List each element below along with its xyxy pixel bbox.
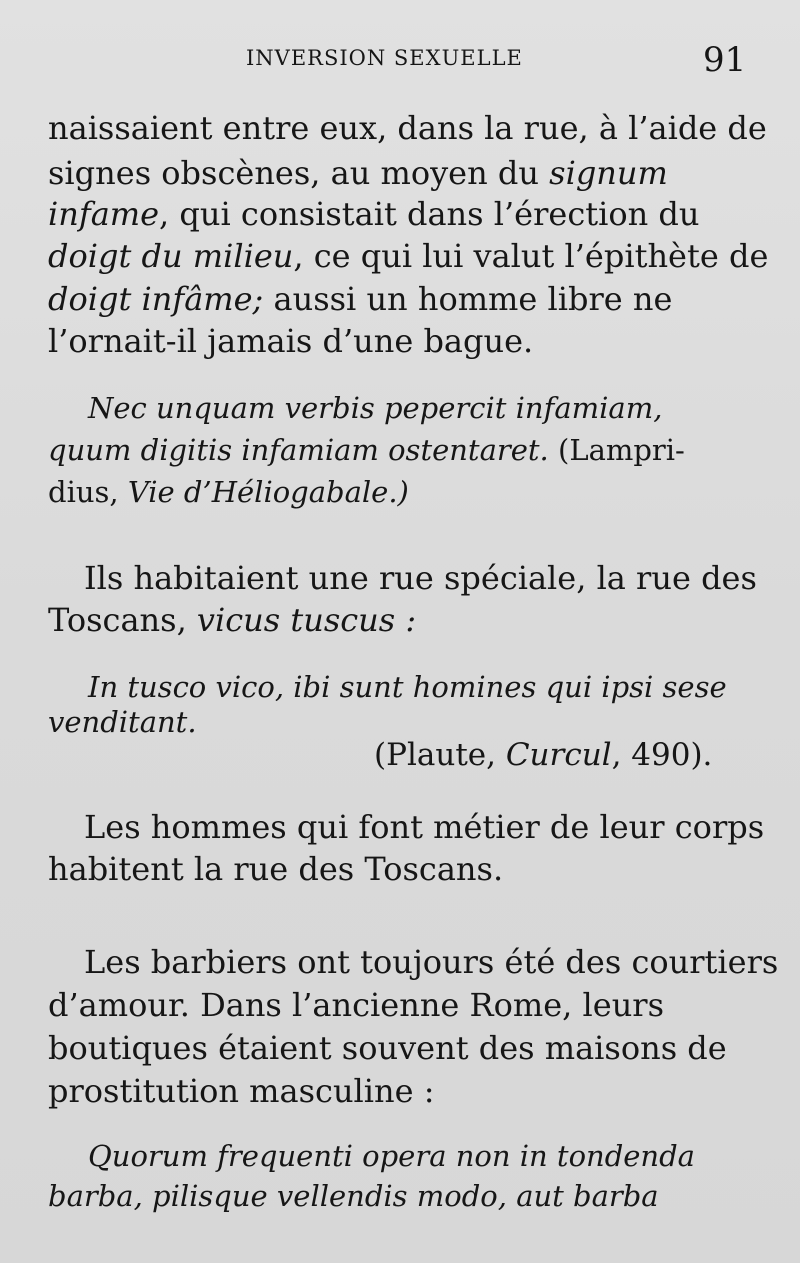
quote-3-line-1: Quorum frequenti opera non in tondenda xyxy=(88,1139,695,1173)
paragraph-1-line-2 xyxy=(48,154,668,192)
paragraph-1-line-4-italic: doigt du milieu xyxy=(48,237,294,275)
paragraph-2-line-1: Ils habitaient une rue spéciale, la rue des xyxy=(84,559,757,597)
quote-1-line-3-italic: Vie d’Héliogabale.) xyxy=(127,475,409,509)
quote-2-citation-normal-2: , 490). xyxy=(611,737,713,773)
paragraph-1-line-6 xyxy=(48,322,534,360)
paragraph-1-line-5 xyxy=(48,280,673,318)
paragraph-2-line-2-normal: Toscans, xyxy=(48,601,197,639)
paragraph-1-line-2-normal: signes obscènes, au moyen du xyxy=(48,154,550,192)
quote-1-line-1: Nec unquam verbis pepercit infamiam, xyxy=(88,391,663,425)
quote-1-line-3 xyxy=(48,475,409,509)
paragraph-4-line-3: boutiques étaient souvent des maisons de xyxy=(48,1029,727,1067)
quote-1-line-2-italic: quum digitis infamiam ostentaret. xyxy=(48,433,549,467)
paragraph-1-line-2-italic: signum xyxy=(549,154,668,192)
paragraph-3-line-2: habitent la rue des Toscans. xyxy=(48,850,504,888)
quote-2-citation-normal-1: (Plaute, xyxy=(374,737,506,773)
paragraph-4-line-4: prostitution masculine : xyxy=(48,1072,435,1110)
paragraph-3-line-1: Les hommes qui font métier de leur corps xyxy=(84,808,765,846)
paragraph-4-line-2: d’amour. Dans l’ancienne Rome, leurs xyxy=(48,986,665,1024)
paragraph-4-line-1: Les barbiers ont toujours été des courtiers xyxy=(84,943,779,981)
paragraph-1-line-4-normal: , ce qui lui valut l’épithète de xyxy=(293,237,769,275)
paragraph-1-line-3-italic: infame xyxy=(48,195,160,233)
paragraph-1-line-6-text: l’ornait-il jamais d’une bague. xyxy=(48,322,534,360)
paragraph-1-line-4 xyxy=(48,237,769,275)
paragraph-2-line-2 xyxy=(48,601,417,639)
quote-3-line-2: barba, pilisque vellendis modo, aut barba xyxy=(48,1179,659,1213)
quote-1-line-2 xyxy=(48,433,685,467)
paragraph-1-line-3 xyxy=(48,195,700,233)
running-header-title: INVERSION SEXUELLE xyxy=(246,46,523,70)
page-number: 91 xyxy=(703,40,747,80)
quote-2-line-1: In tusco vico, ibi sunt homines qui ipsi sese xyxy=(88,670,727,704)
quote-2-line-2: venditant. xyxy=(48,705,197,739)
paragraph-1-line-3-normal: , qui consistait dans l’érection du xyxy=(159,195,700,233)
quote-1-line-3-normal: dius, xyxy=(48,475,128,509)
paragraph-1-line-1-text: naissaient entre eux, dans la rue, à l’aide de xyxy=(48,109,767,147)
paragraph-1-line-1 xyxy=(48,109,767,147)
quote-1-line-2-normal: (Lampri- xyxy=(548,433,685,467)
paragraph-1-line-5-normal: aussi un homme libre ne xyxy=(263,280,673,318)
quote-2-citation-italic: Curcul xyxy=(505,737,612,773)
paragraph-2-line-2-italic: vicus tuscus : xyxy=(196,601,417,639)
quote-2-citation xyxy=(374,737,712,773)
paragraph-1-line-5-italic: doigt infâme; xyxy=(48,280,264,318)
